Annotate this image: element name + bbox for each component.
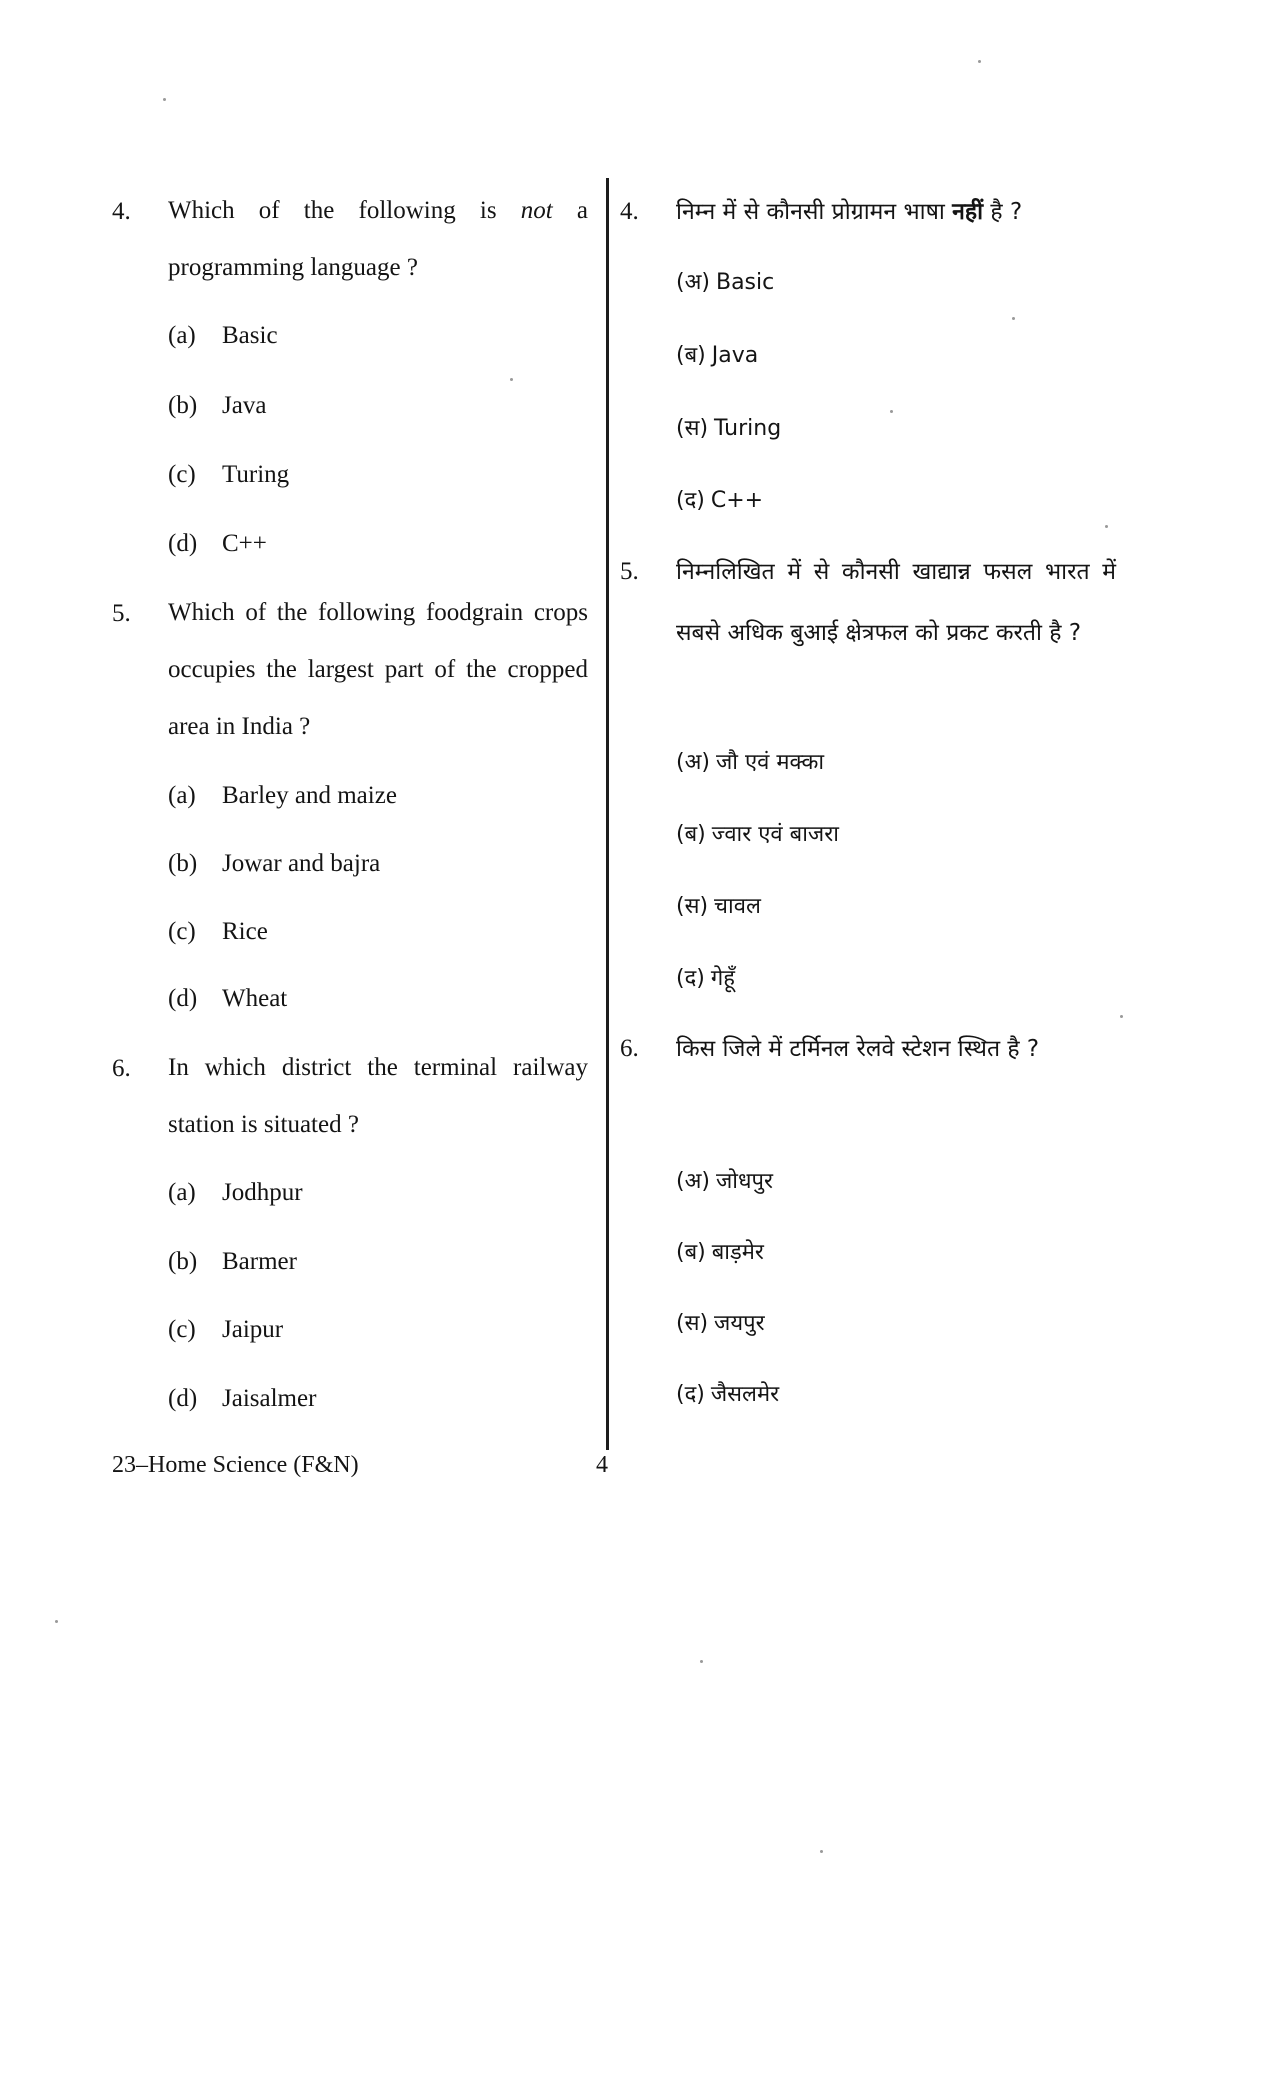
- scan-speck: [163, 98, 166, 101]
- option-b: (ब) Java: [676, 343, 759, 368]
- option-a: (अ) जोधपुर: [676, 1169, 774, 1194]
- option-a: (अ) Basic: [676, 270, 775, 295]
- page-number: 4: [596, 1452, 608, 1478]
- option-d: (द) गेहूँ: [676, 966, 735, 991]
- option-d: (d) Jaisalmer: [168, 1385, 317, 1412]
- question-number: 6.: [112, 1055, 131, 1082]
- emphasis-not: not: [520, 197, 553, 224]
- question-text: Which of the following is not a programming language ?: [168, 197, 588, 281]
- option-c: (स) Turing: [676, 416, 782, 441]
- option-a: (अ) जौ एवं मक्का: [676, 750, 825, 775]
- footer-subject: 23–Home Science (F&N): [112, 1452, 359, 1478]
- scan-speck: [510, 378, 513, 381]
- option-a: (a) Basic: [168, 322, 278, 349]
- option-c: (c) Jaipur: [168, 1316, 284, 1343]
- option-a: (a) Jodhpur: [168, 1179, 303, 1206]
- question-text: किस जिले में टर्मिनल रेलवे स्टेशन स्थित है ?: [676, 1036, 1040, 1062]
- question-number: 6.: [620, 1035, 639, 1062]
- column-divider: [606, 178, 609, 1450]
- option-b: (b) Java: [168, 392, 267, 419]
- option-a: (a) Barley and maize: [168, 782, 397, 809]
- option-b: (ब) ज्वार एवं बाजरा: [676, 822, 839, 847]
- scan-speck: [890, 410, 893, 413]
- option-c: (स) जयपुर: [676, 1311, 765, 1336]
- question-text: In which district the terminal railway station is situated ?: [168, 1054, 588, 1138]
- question-number: 5.: [620, 558, 639, 585]
- scan-speck: [820, 1850, 823, 1853]
- scan-speck: [1105, 525, 1108, 528]
- question-number: 4.: [112, 198, 131, 225]
- option-b: (b) Barmer: [168, 1248, 297, 1275]
- question-text: निम्न में से कौनसी प्रोग्रामन भाषा नहीं है ?: [676, 199, 1023, 225]
- option-b: (ब) बाड़मेर: [676, 1240, 764, 1265]
- option-d: (d) C++: [168, 530, 267, 557]
- scan-speck: [1012, 317, 1015, 320]
- option-b: (b) Jowar and bajra: [168, 850, 381, 877]
- scan-speck: [55, 1620, 58, 1623]
- option-d: (d) Wheat: [168, 985, 288, 1012]
- question-number: 5.: [112, 600, 131, 627]
- question-text: निम्नलिखित में से कौनसी खाद्यान्न फसल भारत में सबसे अधिक बुआई क्षेत्रफल को प्रकट करती है ?: [676, 559, 1116, 646]
- option-c: (c) Turing: [168, 461, 290, 488]
- option-d: (द) C++: [676, 488, 764, 513]
- question-number: 4.: [620, 198, 639, 225]
- option-c: (स) चावल: [676, 894, 761, 919]
- option-c: (c) Rice: [168, 918, 268, 945]
- scan-speck: [1120, 1015, 1123, 1018]
- emphasis-nahin: नहीं: [952, 199, 984, 225]
- scan-speck: [978, 60, 981, 63]
- option-d: (द) जैसलमेर: [676, 1382, 780, 1407]
- question-text: Which of the following foodgrain crops occupies the largest part of the cropped area in India ?: [168, 599, 588, 740]
- scan-speck: [700, 1660, 703, 1663]
